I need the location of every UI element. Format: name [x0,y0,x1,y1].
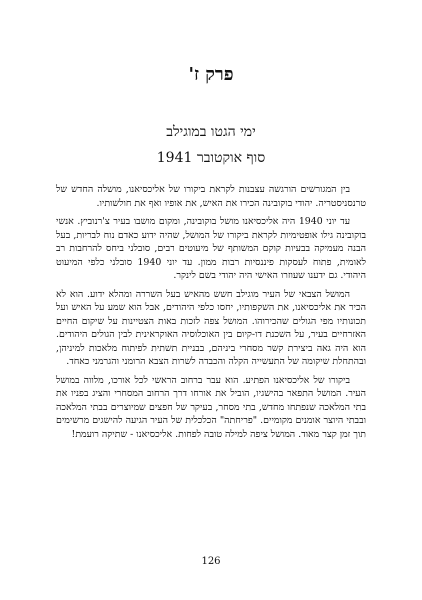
paragraph: ביקורו של אליכסיאנו הפתיע. הוא עבר ברחוב הראשי לכל אורכו, מלווה במושל העיר. המושל התפאר בהישגיו, הוביל את אורחו דרך הרחוב המסחרי והציג בפניו את בתי המלאכה שנפתחו מחדש, בתי מסחר, בעיקר של חפצים שמיוצרים בבתי המלאכה ובבתי היוצר אומנים מקומיים. "פריחתה" הכלכלית של העיר הגיעה להישגים מרשימים תוך זמן קצר מאוד. המושל ציפה למילה טובה לפחות. אליכסיאנו - שתיקה רועמת! [56,374,366,440]
date-heading: סוף אוקטובר 1941 [156,150,266,166]
paragraph: בין המגורשים הורגשה עצבנות לקראת ביקורו של אליכסיאנו, מושלה החדש של טרנסניסטריה. יהודי בוקובינה הכירו את האיש, את אופיו ואף את חולשותיו. [56,184,366,209]
body-text [56,183,366,446]
chapter-title: פרק ז' [188,64,234,85]
chapter-subtitle: ימי הגטו במוגילב [166,124,256,140]
paragraph: המושל הצבאי של העיר מוגילב חשש מהאיש בעל השררה ומהלא ידוע. הוא לא הכיר את אליכסיאנו, את השקפותיו, יחסו כלפי היהודים, אבל הוא שמע על האיש ועל תכונותיו מפי הגולים שהכירוהו. המושל צפה לזכות באות הצטיינות על שיקום החיים האזרחיים בעיר, על השכנת דו-קיום בין האוכלוסיה האוקראינית לבין הגולים היהודים. הוא היה גאה ביצירת קשר מסחרי ביניהם, בבניית תשתית לפיתוח מלאכות למיניהן, ובהתחלת שיקומה של התעשייה הקלה והכבדה לשרות הצבא הרומני והגרמני כאחד. [56,288,366,367]
paragraph: עד יוני 1940 היה אליכסיאנו מושל בוקובינה, ומקום מושבו בעיר צ'רנוביץ. אנשי בוקובינה גילו אופטימיות לקראת ביקורו של המושל, שהיה ידוע כאדם נוח לבריות, בעל הבנה מעמיקה בבעיות קוקם המשותף של מיעוטים רבים, סובלני ביחס להרחבות רב לאומית, פתוח לעסקות פיננסיות רבות ממון. עד יוני 1940 סובלני כלפי המיעוט היהודי. גם ידענו שעוזרו האישי היה יהודי בשם לינקר. [56,216,367,281]
page-number: 126 [201,556,221,567]
